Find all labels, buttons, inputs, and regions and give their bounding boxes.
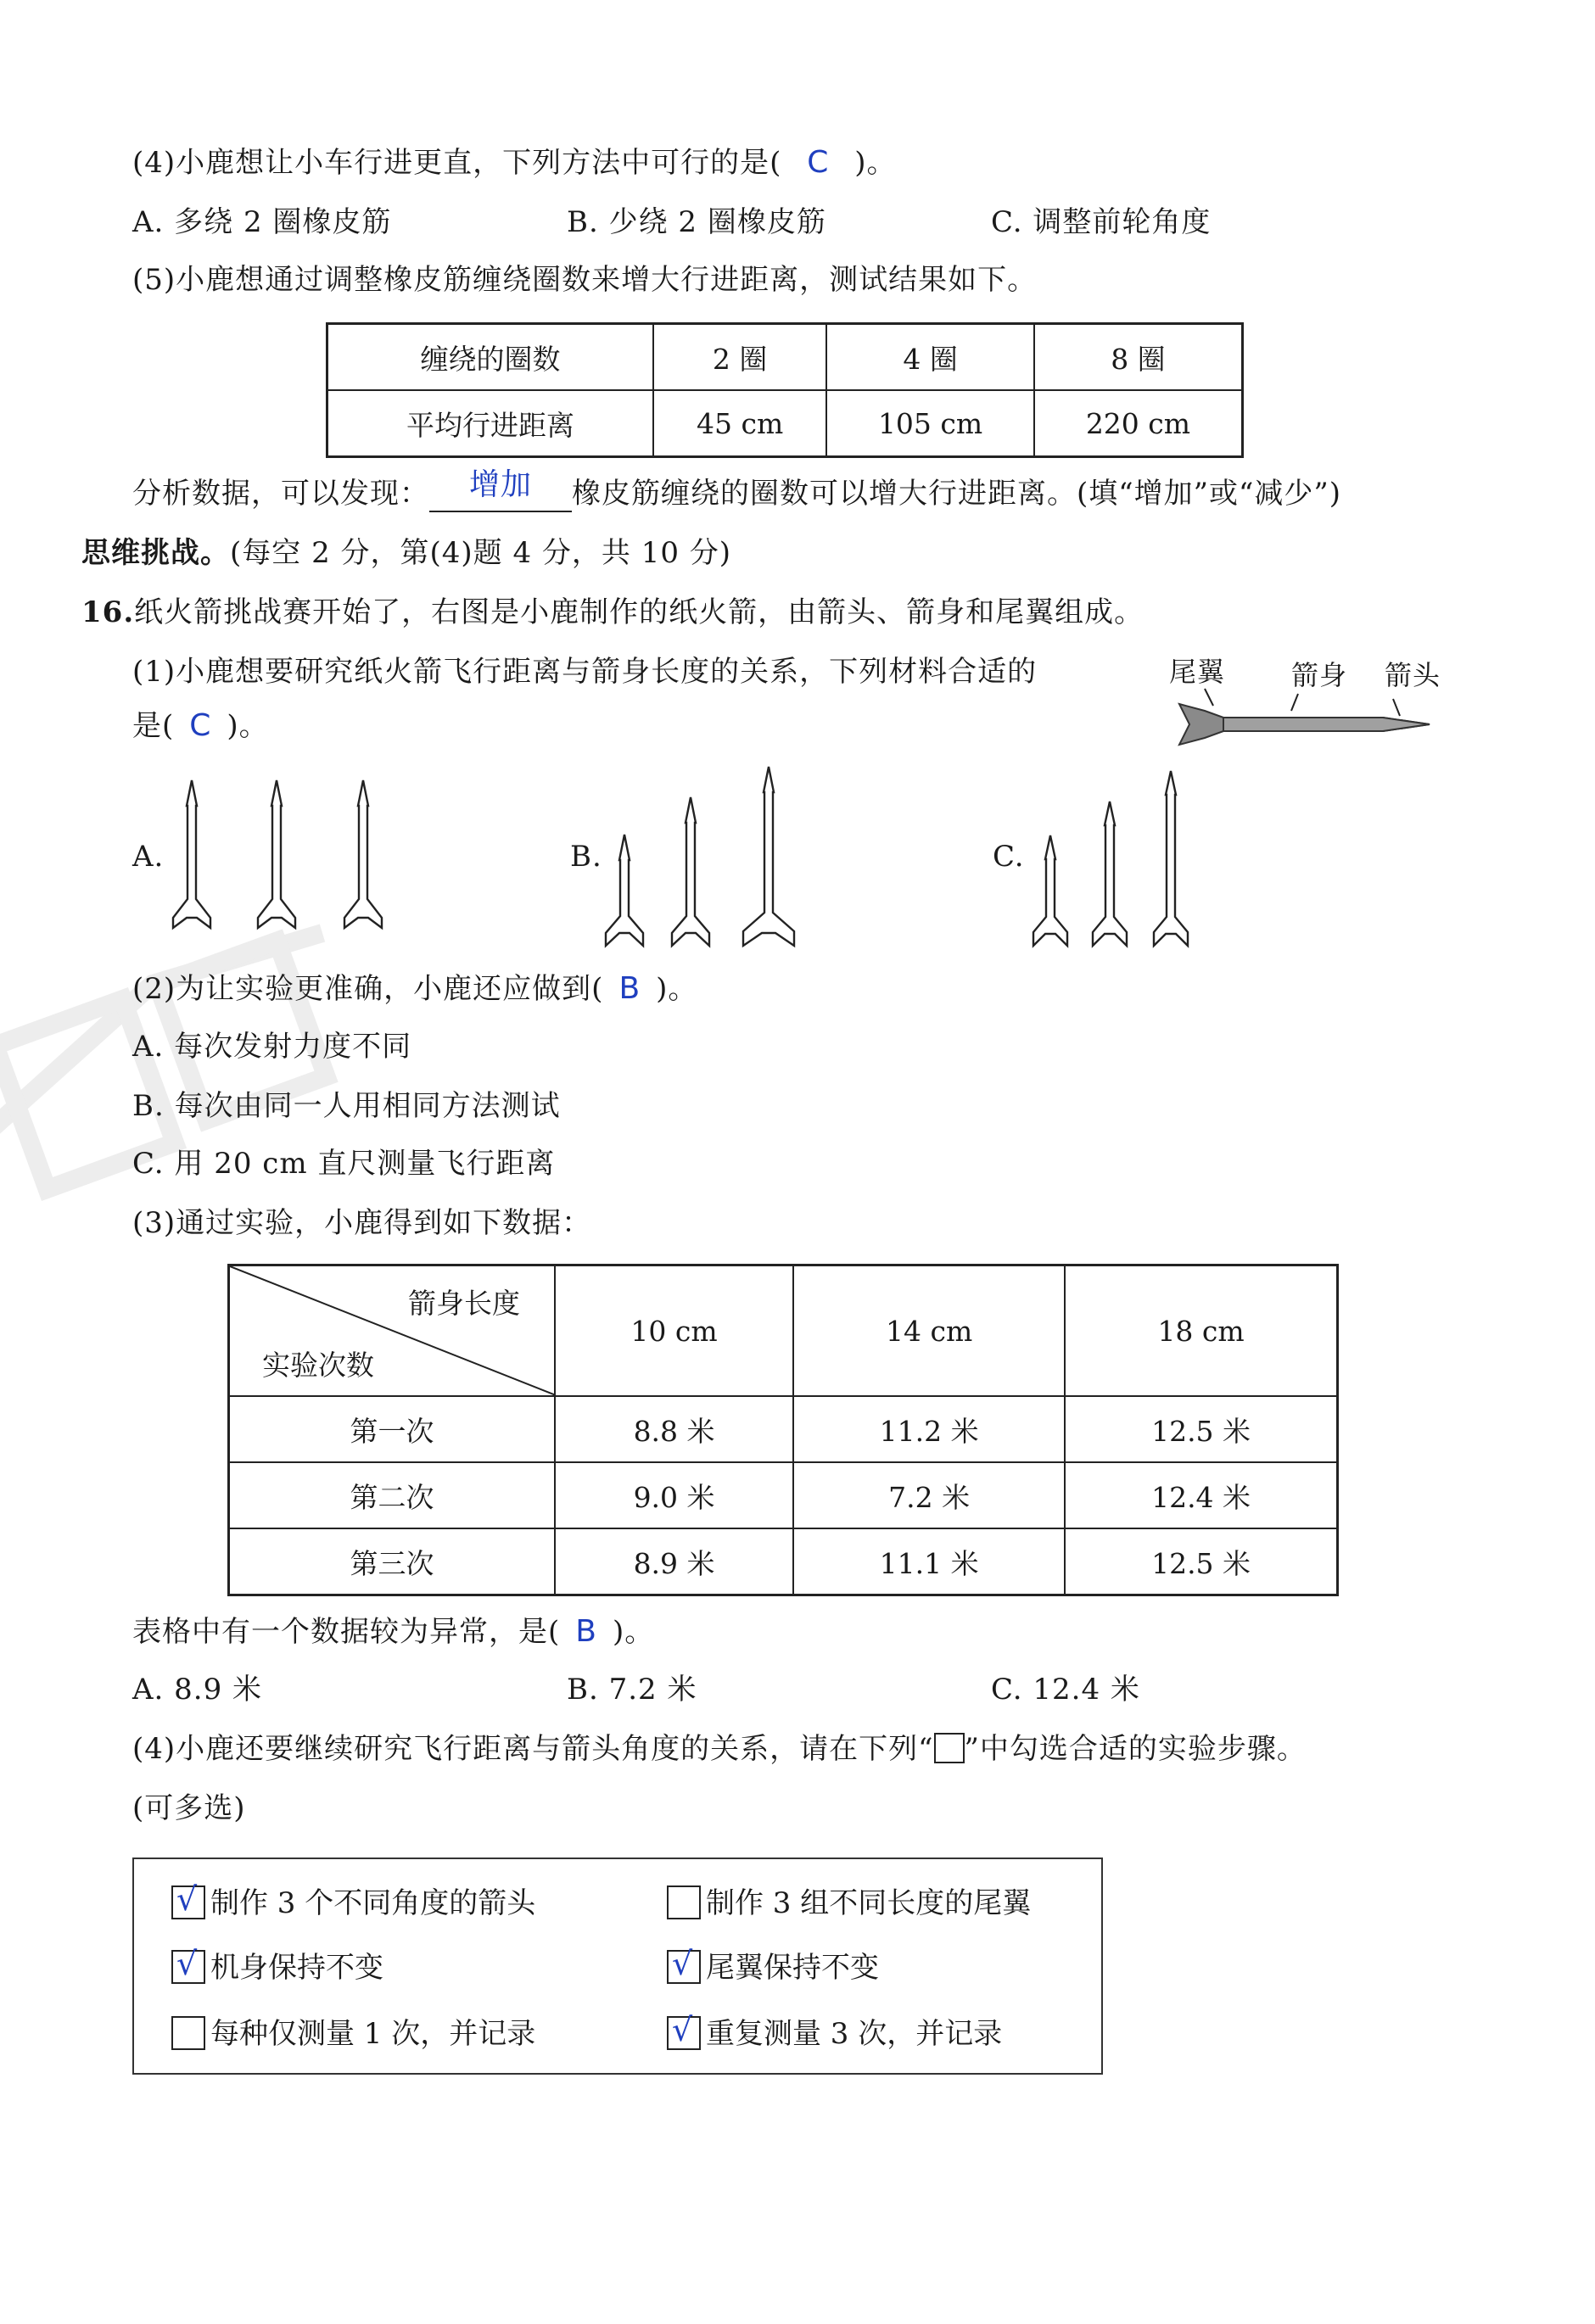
option-item[interactable]: √ 机身保持不变 — [171, 1951, 383, 1986]
check-icon: √ — [176, 1880, 198, 1918]
table-cell: 105 cm — [826, 390, 1034, 457]
q16-p4-stem: (4)小鹿还要继续研究飞行距离与箭头角度的关系，请在下列“ ”中勾选合适的实验步骤。 — [132, 1732, 1307, 1766]
check-icon: √ — [672, 1945, 693, 1982]
question-number: 16. — [81, 595, 135, 629]
option-item[interactable]: √ 重复测量 3 次，并记录 — [667, 2017, 1002, 2053]
choice-b-label: B. — [570, 840, 602, 874]
q16-intro: 16.纸火箭挑战赛开始了，右图是小鹿制作的纸火箭，由箭头、箭身和尾翼组成。 — [81, 595, 1144, 629]
answer-blank — [429, 467, 572, 512]
table-cell: 8.8 米 — [555, 1396, 793, 1462]
q16-p3-question: 表格中有一个数据较为异常，是( B )。 — [132, 1614, 655, 1649]
row-label: 第三次 — [229, 1528, 556, 1595]
q4-option-c: C. 调整前轮角度 — [991, 205, 1212, 239]
options-box — [132, 1858, 1103, 2075]
q16-p4-note: (可多选) — [132, 1791, 246, 1825]
q16-p2-answer: B — [618, 971, 641, 1006]
option-item[interactable]: 每种仅测量 1 次，并记录 — [171, 2017, 535, 2053]
table-row — [229, 1528, 1338, 1595]
label-tail: 尾翼 — [1169, 656, 1226, 688]
diagonal-header-cell — [229, 1265, 556, 1397]
label-head: 箭头 — [1385, 659, 1441, 691]
q5-analysis: 分析数据，可以发现： 增加 橡皮筋缠绕的圈数可以增大行进距离。(填“增加”或“减少”) — [132, 467, 1342, 511]
table-cell: 平均行进距离 — [327, 390, 654, 457]
table-header-row — [229, 1265, 1338, 1397]
experiment-table — [227, 1264, 1339, 1596]
table-row — [327, 324, 1243, 391]
winding-table — [326, 322, 1244, 458]
row-label: 第二次 — [229, 1462, 556, 1528]
column-header: 10 cm — [555, 1265, 793, 1397]
q4-stem: (4)小鹿想让小车行进更直，下列方法中可行的是( C )。 — [132, 145, 897, 180]
q16-p2-option-c: C. 用 20 cm 直尺测量飞行距离 — [132, 1147, 556, 1181]
section-header — [81, 536, 731, 570]
table-cell: 11.2 米 — [793, 1396, 1065, 1462]
header-left-label: 实验次数 — [262, 1349, 374, 1382]
checkbox[interactable] — [171, 2016, 205, 2050]
q16-p3-option-a: A. 8.9 米 — [132, 1673, 263, 1707]
table-cell: 12.5 米 — [1065, 1528, 1337, 1595]
table-cell: 2 圈 — [653, 324, 826, 391]
choice-c-label: C. — [993, 840, 1025, 874]
rocket-diagram — [1171, 687, 1442, 755]
choice-a-label: A. — [132, 840, 165, 874]
q4-option-a: A. 多绕 2 圈橡皮筋 — [132, 205, 392, 239]
choice-b-rockets — [599, 763, 820, 958]
table-cell: 缠绕的圈数 — [327, 324, 654, 391]
section-title: 思维挑战。 — [81, 536, 230, 570]
table-cell: 8.9 米 — [555, 1528, 793, 1595]
table-cell: 11.1 米 — [793, 1528, 1065, 1595]
q16-p1-line2: 是( C )。 — [132, 708, 269, 743]
table-cell: 4 圈 — [826, 324, 1034, 391]
option-item[interactable]: √ 尾翼保持不变 — [667, 1951, 879, 1986]
table-row — [229, 1396, 1338, 1462]
q16-p1-line1: (1)小鹿想要研究纸火箭飞行距离与箭身长度的关系，下列材料合适的 — [132, 655, 1038, 689]
q16-p3-answer: B — [575, 1614, 597, 1649]
checkbox[interactable] — [171, 1945, 205, 1984]
check-icon: √ — [672, 2011, 693, 2048]
option-item[interactable]: 制作 3 组不同长度的尾翼 — [667, 1886, 1031, 1922]
table-cell: 8 圈 — [1034, 324, 1243, 391]
table-cell: 9.0 米 — [555, 1462, 793, 1528]
checkbox[interactable] — [667, 2011, 701, 2050]
choice-a-rockets — [166, 772, 404, 941]
column-header: 14 cm — [793, 1265, 1065, 1397]
q5-answer: 增加 — [468, 467, 532, 502]
q16-p2-option-a: A. 每次发射力度不同 — [132, 1030, 412, 1064]
checkbox-symbol — [934, 1733, 965, 1763]
option-item[interactable]: √ 制作 3 个不同角度的箭头 — [171, 1886, 535, 1922]
header-top-label: 箭身长度 — [408, 1287, 520, 1320]
column-header: 18 cm — [1065, 1265, 1337, 1397]
q16-p2-stem: (2)为让实验更准确，小鹿还应做到( B )。 — [132, 971, 698, 1006]
checkbox[interactable] — [667, 1885, 701, 1919]
table-cell: 12.5 米 — [1065, 1396, 1337, 1462]
section-note: (每空 2 分，第(4)题 4 分，共 10 分) — [230, 536, 732, 570]
q16-p3-option-b: B. 7.2 米 — [567, 1673, 697, 1707]
checkbox[interactable] — [667, 1945, 701, 1984]
q5-stem: (5)小鹿想通过调整橡皮筋缠绕圈数来增大行进距离，测试结果如下。 — [132, 263, 1038, 297]
q4-answer: C — [807, 145, 830, 180]
q16-p3-option-c: C. 12.4 米 — [991, 1673, 1140, 1707]
row-label: 第一次 — [229, 1396, 556, 1462]
table-cell: 7.2 米 — [793, 1462, 1065, 1528]
q16-p2-option-b: B. 每次由同一人用相同方法测试 — [132, 1089, 561, 1123]
table-row — [327, 390, 1243, 457]
checkbox[interactable] — [171, 1880, 205, 1919]
table-cell: 45 cm — [653, 390, 826, 457]
q16-p1-answer: C — [189, 708, 212, 743]
q4-option-b: B. 少绕 2 圈橡皮筋 — [567, 205, 826, 239]
table-cell: 12.4 米 — [1065, 1462, 1337, 1528]
q16-p3-stem: (3)通过实验，小鹿得到如下数据： — [132, 1206, 592, 1240]
table-row — [229, 1462, 1338, 1528]
check-icon: √ — [176, 1945, 198, 1982]
table-cell: 220 cm — [1034, 390, 1243, 457]
choice-c-rockets — [1021, 768, 1208, 954]
label-body: 箭身 — [1291, 659, 1348, 691]
